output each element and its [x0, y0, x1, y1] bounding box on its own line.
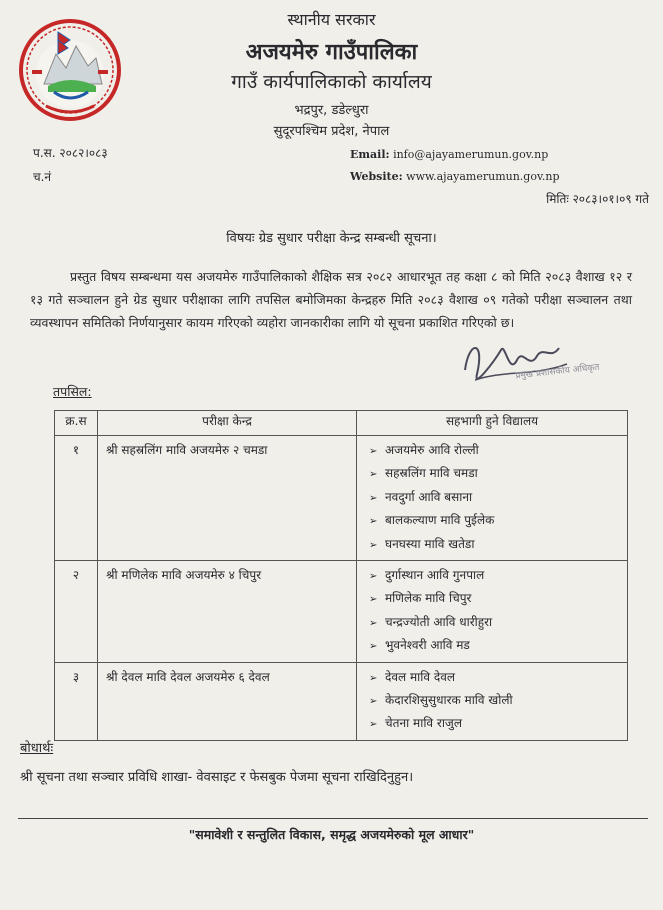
notice-date: मितिः २०८३।०१।०९ गते: [546, 192, 649, 206]
bodhartha-label: बोधार्थः: [20, 741, 54, 756]
email-label: Email:: [350, 148, 390, 161]
header-center: परीक्षा केन्द्र: [98, 411, 357, 436]
table-row: [55, 436, 628, 561]
office-name: गाउँ कार्यपालिकाको कार्यालय: [231, 71, 432, 93]
bodhartha-text: श्री सूचना तथा सञ्चार प्रविधि शाखा- वेवसाइट र फेसबुक पेजमा सूचना राखिदिनुहुन।: [20, 770, 414, 785]
email-line: [350, 148, 548, 161]
school-item: ➢ नवदुर्गा आवि बसाना: [369, 486, 627, 509]
website-line: [350, 170, 559, 183]
arrow-bullet-icon: ➢: [369, 539, 378, 551]
arrow-bullet-icon: ➢: [369, 594, 378, 606]
row-schools: [357, 662, 628, 740]
arrow-bullet-icon: ➢: [369, 641, 378, 653]
website-label: Website:: [350, 170, 403, 183]
school-item: ➢ चेतना मावि राजुल: [369, 712, 627, 735]
arrow-bullet-icon: ➢: [369, 695, 378, 707]
school-item: ➢ चन्द्रज्योती आवि धारीहुरा: [369, 611, 627, 634]
row-sn: २: [55, 560, 98, 662]
local-government-label: स्थानीय सरकार: [287, 10, 376, 29]
municipality-name: अजयमेरु गाउँपालिका: [245, 40, 418, 65]
school-item: ➢ भुवनेश्वरी आवि मड: [369, 634, 627, 657]
table-row: [55, 560, 628, 662]
row-sn: १: [55, 436, 98, 561]
address-line-1: भद्रपुर, डडेल्धुरा: [294, 103, 369, 118]
tapasil-label: तपसिल:: [53, 384, 92, 399]
exam-centers-table: [54, 410, 628, 741]
header-sn: क्र.स: [55, 411, 98, 436]
arrow-bullet-icon: ➢: [369, 672, 378, 684]
arrow-bullet-icon: ➢: [369, 617, 378, 629]
arrow-bullet-icon: ➢: [369, 492, 378, 504]
arrow-bullet-icon: ➢: [369, 719, 378, 731]
header-schools: सहभागी हुने विद्यालय: [357, 411, 628, 436]
school-item: ➢ मणिलेक मावि चिपुर: [369, 587, 627, 610]
officer-stamp: प्रमुख प्रशासकीय अधिकृत: [514, 362, 600, 382]
address-line-2: सुदूरपश्चिम प्रदेश, नेपाल: [273, 124, 390, 139]
row-center: श्री मणिलेक मावि अजयमेरु ४ चिपुर: [98, 560, 357, 662]
website-url[interactable]: www.ajayamerumun.gov.np: [406, 170, 560, 183]
email-address[interactable]: info@ajayamerumun.gov.np: [393, 148, 549, 161]
school-item: ➢ केदारशिसुसुधारक मावि खोली: [369, 689, 627, 712]
school-item: ➢ घनघस्या मावि खतेडा: [369, 533, 627, 556]
row-center: श्री सहस्रलिंग मावि अजयमेरु २ चमडा: [98, 436, 357, 561]
signature-icon: [455, 330, 575, 394]
row-schools: [357, 560, 628, 662]
footer-divider: [18, 818, 648, 819]
arrow-bullet-icon: ➢: [369, 516, 378, 528]
row-center: श्री देवल मावि देवल अजयमेरु ६ देवल: [98, 662, 357, 740]
row-schools: [357, 436, 628, 561]
row-sn: ३: [55, 662, 98, 740]
footer-motto: "समावेशी र सन्तुलित विकास, समृद्ध अजयमेरुको मूल आधार": [188, 827, 475, 842]
notice-body: प्रस्तुत विषय सम्बन्धमा यस अजयमेरु गाउँपालिकाको शैक्षिक सत्र २०८२ आधारभूत तह कक्षा ८ को मिति २०८३ वैशाख १२ र १३ गते सञ्चालन हुने ग्रेड सुधार परीक्षाका लागि तपसिल बमोजिमका केन्द्रहरु मिति २०८३ वैशाख ०९ गतेको परीक्षा सञ्चालन तथा व्यवस्थापन समितिको निर्णयानुसार कायम गरिएको व्यहोरा जानकारीका लागि यो सूचना प्रकाशित गरिएको छ।: [30, 269, 632, 330]
school-item: ➢ अजयमेरु आवि रोल्ली: [369, 439, 627, 462]
arrow-bullet-icon: ➢: [369, 469, 378, 481]
school-item: ➢ दुर्गास्थान आवि गुनपाल: [369, 564, 627, 587]
arrow-bullet-icon: ➢: [369, 446, 378, 457]
dispatch-number: च.नं: [33, 170, 52, 184]
notice-subject: विषयः ग्रेड सुधार परीक्षा केन्द्र सम्बन्धी सूचना।: [226, 231, 437, 246]
school-item: ➢ बालकल्याण मावि पुईलेक: [369, 509, 627, 532]
table-header-row: [55, 411, 628, 436]
school-item: ➢ सहस्रलिंग मावि चमडा: [369, 462, 627, 485]
table-row: [55, 662, 628, 740]
reference-number: प.स. २०८२।०८३: [33, 146, 108, 160]
school-item: ➢ देवल मावि देवल: [369, 666, 627, 689]
arrow-bullet-icon: ➢: [369, 570, 378, 582]
